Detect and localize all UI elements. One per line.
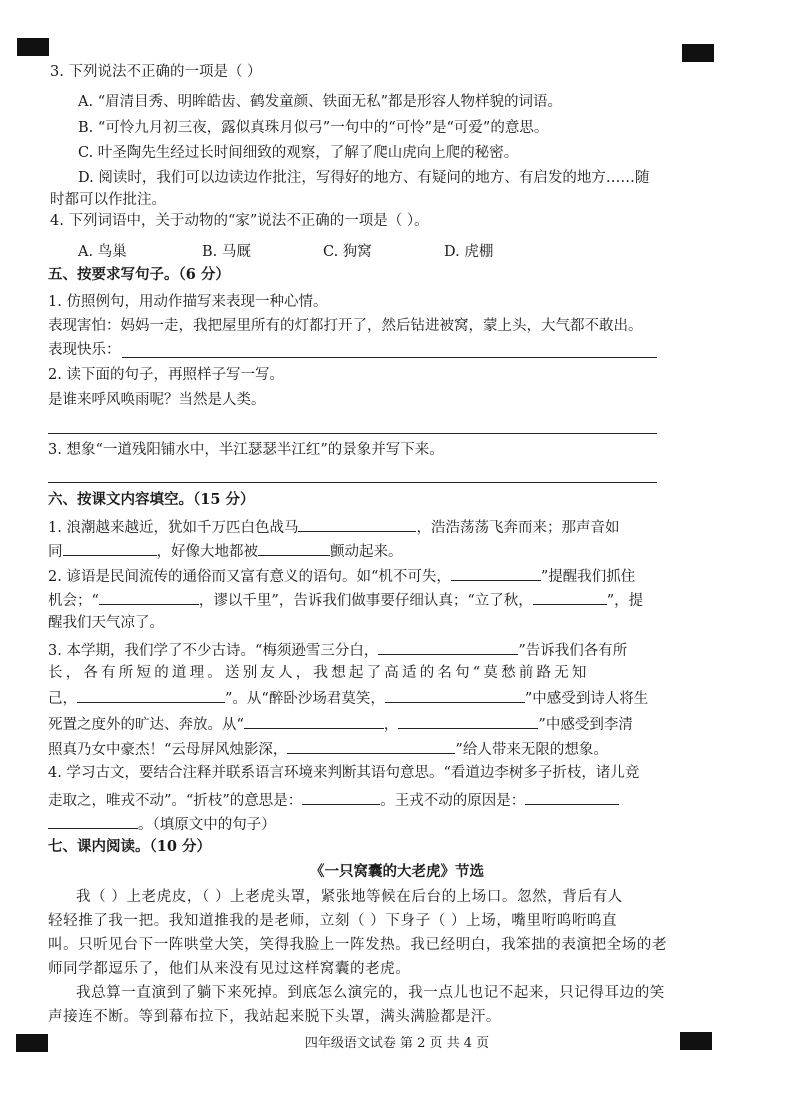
q3-stem: 3. 下列说法不正确的一项是（ ） xyxy=(50,64,262,80)
q4-option-b: B. 马厩 xyxy=(202,244,251,260)
sec5-q2: 2. 读下面的句子，再照样子写一写。 xyxy=(48,367,284,383)
sec6-l9-text-a: 死置之度外的旷达、奔放。从“ xyxy=(48,717,244,733)
sec6-l8-text-c: ”中感受到诗人将生 xyxy=(524,691,649,707)
sec5-q1-answer-line[interactable] xyxy=(122,357,657,358)
blank-7[interactable] xyxy=(378,639,518,655)
blank-1[interactable] xyxy=(298,516,416,532)
page-footer xyxy=(0,1034,794,1054)
sec6-line-6 xyxy=(48,639,627,661)
reading-p1-line-3: 叫。只听见台下一阵哄堂大笑，笑得我脸上一阵发热。我已经明白，我笨拙的表演把全场的老 xyxy=(48,937,668,953)
sec6-l4-text-c: ”，提 xyxy=(606,593,644,609)
sec5-q1: 1. 仿照例句，用动作描写来表现一种心情。 xyxy=(48,294,328,310)
q3-option-a: A. “眉清目秀、明眸皓齿、鹤发童颜、铁面无私”都是形容人物样貌的词语。 xyxy=(78,94,563,110)
sec6-line-11: 4. 学习古文，要结合注释并联系语言环境来判断其语句意思。“看道边李树多子折枝，诸儿竞 xyxy=(48,765,640,781)
sec6-line-9 xyxy=(48,713,633,735)
sec6-l4-text-b: ，谬以千里”，告诉我们做事要仔细认真；“立了秋， xyxy=(198,593,533,609)
blank-4[interactable] xyxy=(451,565,541,581)
blank-8[interactable] xyxy=(77,687,225,703)
q3-option-b: B. “可怜九月初三夜，露似真珠月似弓”一句中的“可怜”是“可爱”的意思。 xyxy=(78,120,549,136)
q4-option-a: A. 鸟巢 xyxy=(78,244,127,260)
reading-p1-line-4: 师同学都逗乐了，他们从来没有见过这样窝囊的老虎。 xyxy=(48,961,411,977)
sec6-line-7: 长，各有所短的道理。送别友人，我想起了高适的名句“莫愁前路无知 xyxy=(48,665,590,681)
blank-11[interactable] xyxy=(398,713,538,729)
reading-p2-line-2: 声接连不断。等到幕布拉下，我站起来脱下头罩，满头满脸都是汗。 xyxy=(48,1009,501,1025)
blank-14[interactable] xyxy=(525,789,619,805)
sec6-line-5: 醒我们天气凉了。 xyxy=(48,615,164,631)
sec5-q1-answer-label: 表现快乐： xyxy=(48,342,121,358)
blank-10[interactable] xyxy=(244,713,384,729)
sec6-l8-text-b: ”。从“醉卧沙场君莫笑， xyxy=(225,691,385,707)
sec6-l1-text-a: 1. 浪潮越来越近，犹如千万匹白色战马 xyxy=(48,520,299,536)
sec6-l13-text: 。（填原文中的句子） xyxy=(138,817,276,833)
registration-mark-top-right xyxy=(682,44,714,62)
q3-option-c: C. 叶圣陶先生经过长时间细致的观察，了解了爬山虎向上爬的秘密。 xyxy=(78,145,519,161)
reading-title-text: 《一只窝囊的大老虎》节选 xyxy=(310,863,484,880)
blank-15[interactable] xyxy=(48,813,138,829)
sec5-q3: 3. 想象“一道残阳铺水中，半江瑟瑟半江红”的景象并写下来。 xyxy=(48,442,444,458)
reading-p2-line-1: 我总算一直演到了躺下来死掉。到底怎么演完的，我一点儿也记不起来，只记得耳边的笑 xyxy=(76,985,665,1001)
q3-option-d-cont: 时都可以作批注。 xyxy=(50,192,166,208)
sec6-line-3 xyxy=(48,565,635,587)
sec6-l2-text-a: 同 xyxy=(48,544,63,560)
reading-title xyxy=(0,862,794,882)
sec6-line-8 xyxy=(48,687,648,709)
sec6-l2-text-c: 颤动起来。 xyxy=(330,544,403,560)
sec6-line-13 xyxy=(48,813,276,835)
sec6-l3-text-b: ”提醒我们抓住 xyxy=(540,569,636,585)
sec6-l1-text-b: ，浩浩荡荡飞奔而来；那声音如 xyxy=(416,520,620,536)
reading-p1-line-2: 轻轻推了我一把。我知道推我的是老师，立刻（ ）下身子（ ）上场，嘴里哘呜哘呜直 xyxy=(48,913,618,929)
section-5-heading: 五、按要求写句子。（6 分） xyxy=(48,266,230,283)
sec6-l8-text-a: 己， xyxy=(48,691,77,707)
sec6-l12-text-b: 。王戎不动的原因是： xyxy=(380,793,526,809)
page-footer-text: 四年级语文试卷 第 2 页 共 4 页 xyxy=(304,1036,490,1051)
sec5-q2-answer-line[interactable] xyxy=(48,433,657,434)
sec5-q3-answer-line[interactable] xyxy=(48,482,657,483)
sec6-l12-text-a: 走取之，唯戎不动”。“折枝”的意思是： xyxy=(48,793,303,809)
blank-13[interactable] xyxy=(302,789,380,805)
sec6-line-2 xyxy=(48,540,403,562)
sec6-l10-text-b: ”给人带来无限的想象。 xyxy=(455,742,608,758)
sec6-line-1 xyxy=(48,516,619,538)
q4-option-d: D. 虎棚 xyxy=(444,244,494,260)
q4-option-c: C. 狗窝 xyxy=(323,244,372,260)
blank-12[interactable] xyxy=(287,738,455,754)
sec6-l10-text-a: 照真乃女中豪杰！“云母屏风烛影深， xyxy=(48,742,288,758)
sec6-line-4 xyxy=(48,589,643,611)
sec6-line-12 xyxy=(48,789,619,811)
section-6-heading: 六、按课文内容填空。（15 分） xyxy=(48,491,255,508)
sec5-q2-example: 是谁来呼风唤雨呢？当然是人类。 xyxy=(48,392,266,408)
blank-3[interactable] xyxy=(258,540,330,556)
q3-option-d: D. 阅读时，我们可以边读边作批注，写得好的地方、有疑问的地方、有启发的地方……随 xyxy=(78,170,650,186)
sec6-line-10 xyxy=(48,738,608,760)
section-7-heading: 七、课内阅读。（10 分） xyxy=(48,838,211,855)
blank-2[interactable] xyxy=(63,540,157,556)
registration-mark-top-left xyxy=(17,38,49,56)
sec6-l9-text-b: ， xyxy=(383,717,399,733)
blank-6[interactable] xyxy=(533,589,607,605)
sec6-l6-text-a: 3. 本学期，我们学了不少古诗。“梅须逊雪三分白， xyxy=(48,643,379,659)
sec5-q1-example: 表现害怕：妈妈一走，我把屋里所有的灯都打开了，然后钻进被窝，蒙上头，大气都不敢出。 xyxy=(48,318,643,334)
sec6-l9-text-c: ”中感受到李清 xyxy=(538,717,633,733)
q4-stem: 4. 下列词语中，关于动物的“家”说法不正确的一项是（ ）。 xyxy=(50,213,429,229)
blank-5[interactable] xyxy=(99,589,199,605)
blank-9[interactable] xyxy=(385,687,525,703)
sec6-l6-text-b: ”告诉我们各有所 xyxy=(518,643,628,659)
sec6-l4-text-a: 机会；“ xyxy=(48,593,99,609)
reading-p1-line-1: 我（ ）上老虎皮，（ ）上老虎头罩，紧张地等候在后台的上场口。忽然，背后有人 xyxy=(76,889,623,905)
sec6-l2-text-b: ，好像大地都被 xyxy=(156,544,258,560)
sec6-l3-text-a: 2. 谚语是民间流传的通俗而又富有意义的语句。如“机不可失， xyxy=(48,569,451,585)
